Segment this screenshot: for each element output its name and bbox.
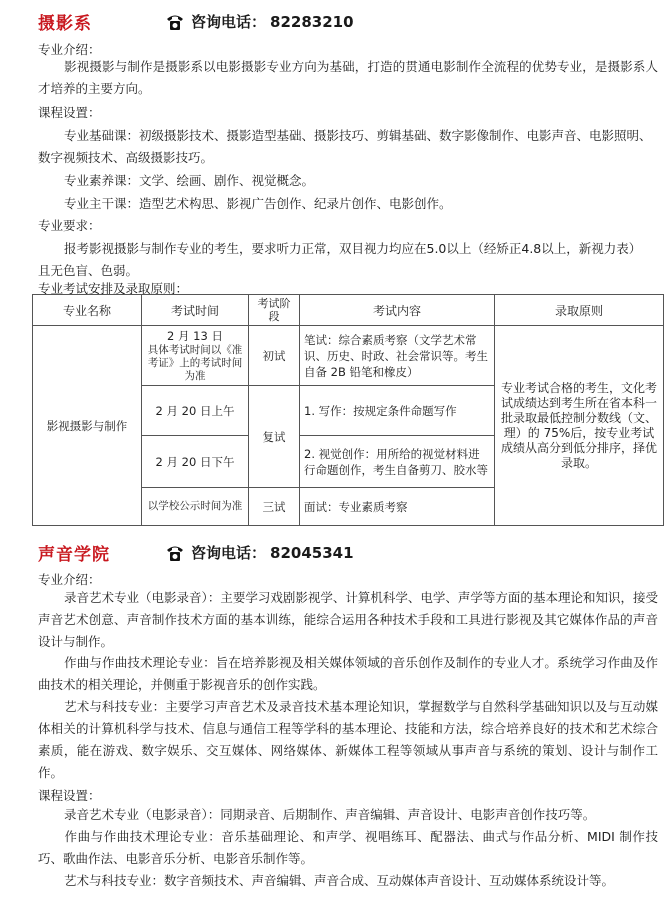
photo-req-text-2: 且无色盲、色弱。 xyxy=(38,263,139,278)
photo-req-text-1: 报考影视摄影与制作专业的考生，要求听力正常，双目视力均应在5.0以上（经矫正4.8以上，新视力表） xyxy=(64,241,642,256)
exam-time-cell: 2 月 20 日下午 xyxy=(142,436,249,488)
photo-course-heading: 课程设置： xyxy=(38,105,101,120)
exam-stage-cell: 初试 xyxy=(249,326,300,386)
table-header: 录取原则 xyxy=(495,295,664,326)
exam-content-cell: 2. 视觉创作：用所给的视觉材料进行命题创作，考生自备剪刀、胶水等 xyxy=(300,436,495,488)
table-row xyxy=(33,326,664,386)
exam-table xyxy=(32,294,664,526)
sound-intro-p1: 录音艺术专业（电影录音）：主要学习戏剧影视学、计算机科学、电学、声学等方面的基本理论和知识，接受声音艺术创意、声音制作技术方面的基本训练，能综合运用各种技术手段和工具进行影视及其它媒体作品的声音设计与制作。 xyxy=(38,590,658,649)
photo-phone-number: 82283210 xyxy=(270,12,354,31)
exam-content-cell: 面试：专业素质考察 xyxy=(300,488,495,526)
sound-intro-p2: 作曲与作曲技术理论专业：旨在培养影视及相关媒体领域的音乐创作及制作的专业人才。系统学习作曲及作曲技术的相关理论，并侧重于影视音乐的创作实践。 xyxy=(38,655,658,692)
exam-time-cell xyxy=(142,326,249,386)
sound-section-header xyxy=(38,539,110,565)
exam-time-cell: 以学校公示时间为准 xyxy=(142,488,249,526)
telephone-icon xyxy=(165,544,185,562)
photo-course-basic-2: 数字视频技术、高级摄影技巧。 xyxy=(38,150,214,165)
exam-content-cell: 笔试：综合素质考察（文学艺术常识、历史、时政、社会常识等。考生自备 2B 铅笔和橡皮） xyxy=(300,326,495,386)
sound-phone-label: 咨询电话： xyxy=(191,544,267,562)
sound-course-p1: 录音艺术专业（电影录音）：同期录音、后期制作、声音编辑、声音设计、电影声音创作技巧等。 xyxy=(64,807,596,822)
table-header: 考试时间 xyxy=(142,295,249,326)
photo-phone xyxy=(165,11,354,32)
sound-course-p2: 作曲与作曲技术理论专业：音乐基础理论、和声学、视唱练耳、配器法、曲式与作品分析、MIDI 制作技巧、歌曲作法、电影音乐分析、电影音乐制作等。 xyxy=(38,829,658,866)
exam-stage-cell: 三试 xyxy=(249,488,300,526)
admission-rule-cell: 专业考试合格的考生，文化考试成绩达到考生所在省本科一批录取最低控制分数线（文、理）的 75%后，按专业考试成绩从高分到低分排序，择优录取。 xyxy=(495,326,664,526)
sound-phone xyxy=(165,542,354,563)
photo-section-header xyxy=(38,8,92,34)
exam-stage-cell: 复试 xyxy=(249,386,300,488)
table-header: 考试内容 xyxy=(300,295,495,326)
photo-course-literacy: 专业素养课：文学、绘画、剧作、视觉概念。 xyxy=(64,173,315,188)
exam-table-header-row xyxy=(33,295,664,326)
photo-section-title: 摄影系 xyxy=(38,13,92,34)
table-header: 专业名称 xyxy=(33,295,142,326)
sound-phone-number: 82045341 xyxy=(270,543,354,562)
major-cell: 影视摄影与制作 xyxy=(33,326,142,526)
exam-date: 2 月 13 日 xyxy=(167,329,223,343)
photo-intro-heading: 专业介绍： xyxy=(38,42,101,57)
sound-section-title: 声音学院 xyxy=(38,544,110,565)
photo-req-heading: 专业要求： xyxy=(38,218,101,233)
telephone-icon xyxy=(165,13,185,31)
exam-time-cell: 2 月 20 日上午 xyxy=(142,386,249,436)
exam-time-note: 具体考试时间以《准考证》上的考试时间为准 xyxy=(147,344,243,382)
sound-intro-heading: 专业介绍： xyxy=(38,572,101,587)
photo-course-main: 专业主干课：造型艺术构思、影视广告创作、纪录片创作、电影创作。 xyxy=(64,196,452,211)
sound-course-heading: 课程设置： xyxy=(38,788,101,803)
photo-phone-label: 咨询电话： xyxy=(191,13,267,31)
photo-exam-heading: 专业考试安排及录取原则： xyxy=(38,281,189,296)
table-header: 考试阶段 xyxy=(249,295,300,326)
photo-course-basic-1: 专业基础课：初级摄影技术、摄影造型基础、摄影技巧、剪辑基础、数字影像制作、电影声音、电影照明、 xyxy=(64,128,652,143)
photo-intro-text: 影视摄影与制作是摄影系以电影摄影专业方向为基础，打造的贯通电影制作全流程的优势专业，是摄影系人才培养的主要方向。 xyxy=(38,59,658,96)
exam-content-cell: 1. 写作：按规定条件命题写作 xyxy=(300,386,495,436)
sound-course-p3: 艺术与科技专业：数字音频技术、声音编辑、声音合成、互动媒体声音设计、互动媒体系统设计等。 xyxy=(64,873,615,888)
sound-intro-p3: 艺术与科技专业：主要学习声音艺术及录音技术基本理论知识，掌握数学与自然科学基础知识以及与互动媒体相关的计算机科学与技术、信息与通信工程等学科的基本理论、技能和方法，综合培养良好的技术和艺术综合素质，能在游戏、数字娱乐、交互媒体、网络媒体、新媒体工程等领域从事声音与系统的策划、设计与制作工作。 xyxy=(38,699,658,780)
